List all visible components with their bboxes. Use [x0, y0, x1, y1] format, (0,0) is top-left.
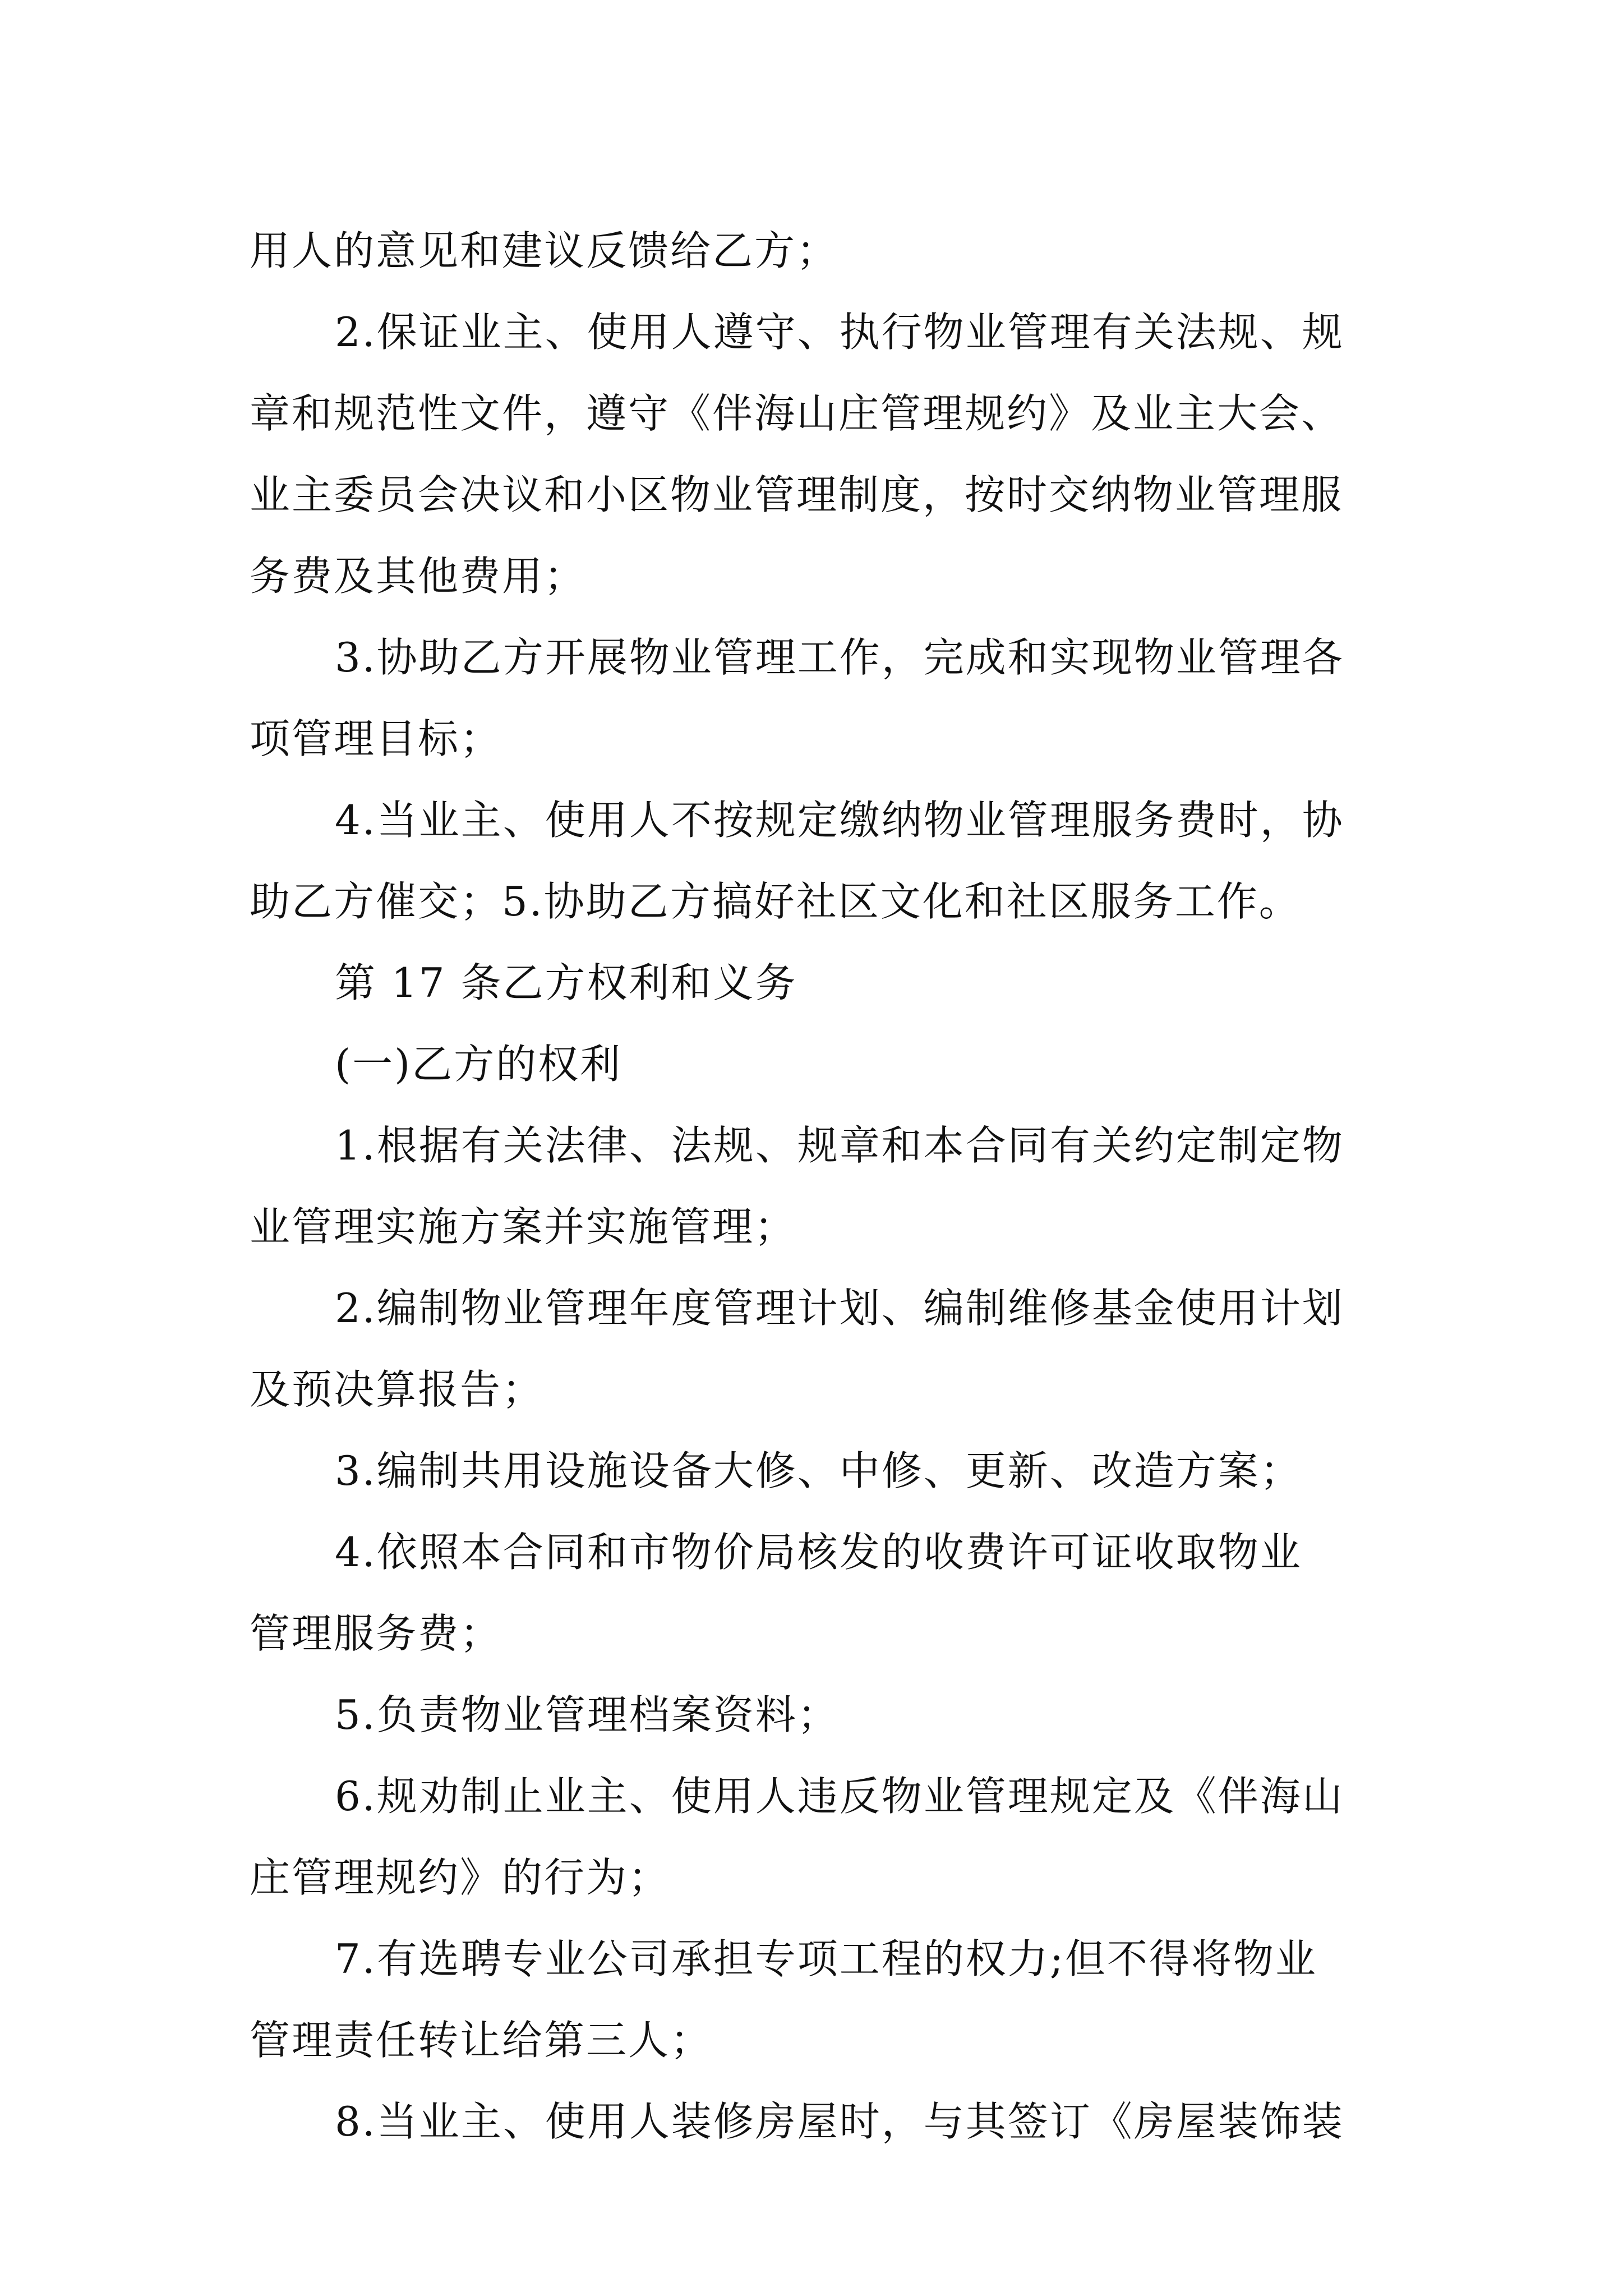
- text-line: 助乙方催交；5.协助乙方搞好社区文化和社区服务工作。: [250, 878, 1301, 925]
- text-line: 庄管理规约》的行为；: [250, 1854, 671, 1901]
- text-line: 项管理目标；: [250, 715, 502, 762]
- text-line: 管理责任转让给第三人；: [250, 2017, 713, 2064]
- text-line: 用人的意见和建议反馈给乙方；: [250, 227, 839, 274]
- text-line: 8.当业主、使用人装修房屋时，与其签订《房屋装饰装: [335, 2098, 1344, 2145]
- text-line: 5.负责物业管理档案资料；: [335, 1691, 840, 1738]
- text-line: 2.编制物业管理年度管理计划、编制维修基金使用计划: [335, 1285, 1344, 1332]
- text-line: (一)乙方的权利: [335, 1041, 623, 1088]
- text-line: 2.保证业主、使用人遵守、执行物业管理有关法规、规: [335, 309, 1344, 356]
- text-line: 章和规范性文件，遵守《伴海山庄管理规约》及业主大会、: [250, 390, 1344, 437]
- text-line: 3.协助乙方开展物业管理工作，完成和实现物业管理各: [335, 634, 1344, 681]
- text-line: 6.规劝制止业主、使用人违反物业管理规定及《伴海山: [335, 1773, 1344, 1820]
- text-line: 3.编制共用设施设备大修、中修、更新、改造方案；: [335, 1447, 1302, 1494]
- document-body: [250, 210, 1394, 2162]
- text-line: 管理服务费；: [250, 1610, 502, 1657]
- text-line: 务费及其他费用；: [250, 553, 587, 600]
- text-line: 4.依照本合同和市物价局核发的收费许可证收取物业: [335, 1529, 1302, 1576]
- text-line: 业主委员会决议和小区物业管理制度，按时交纳物业管理服: [250, 471, 1344, 518]
- text-line: 业管理实施方案并实施管理；: [250, 1203, 797, 1250]
- text-line: 4.当业主、使用人不按规定缴纳物业管理服务费时，协: [335, 797, 1344, 844]
- text-line: 及预决算报告；: [250, 1366, 545, 1413]
- text-line: 第 17 条乙方权利和义务: [335, 959, 797, 1006]
- text-line: 7.有选聘专业公司承担专项工程的权力;但不得将物业: [335, 1935, 1317, 1982]
- text-line: 1.根据有关法律、法规、规章和本合同有关约定制定物: [335, 1122, 1344, 1169]
